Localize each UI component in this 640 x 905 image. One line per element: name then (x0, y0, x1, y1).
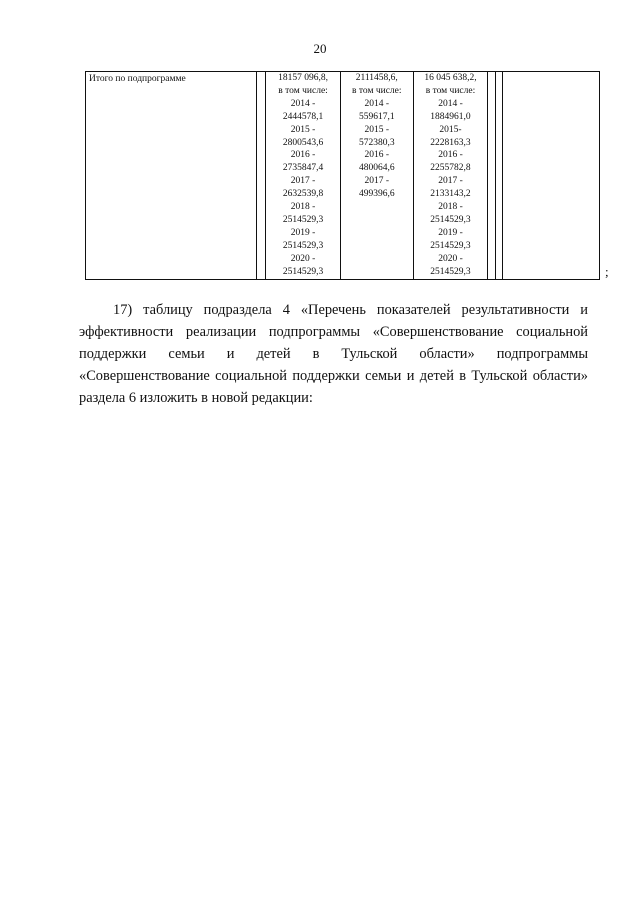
cell-line: 2015- (439, 124, 462, 135)
cell-line: 2111458,6, (355, 73, 398, 83)
cell-line: 2015 - (364, 124, 390, 135)
cell-line: 2632539,8 (282, 189, 324, 200)
amendment-paragraph (79, 299, 588, 409)
regional-column (413, 72, 488, 280)
cell-line: 2017 - (364, 176, 390, 187)
cell-line: в том числе: (278, 85, 328, 96)
cell-line: в том числе: (352, 85, 402, 96)
cell-line: 2015 - (290, 124, 316, 135)
cell-line: 2017 - (438, 176, 463, 187)
cell-line: 2444578,1 (282, 111, 324, 122)
cell-line: 572380,3 (358, 137, 395, 148)
cell-line: 16 045 638,2, (424, 73, 477, 83)
cell-line: 2018 - (290, 202, 316, 213)
cell-line: 2514529,3 (430, 214, 471, 225)
cell-line: 1884961,0 (430, 111, 471, 122)
empty-cell (495, 72, 502, 280)
empty-cell (256, 72, 265, 280)
total-column (266, 72, 341, 280)
cell-line: 559617,1 (358, 111, 395, 122)
cell-line: 2014 - (290, 98, 316, 109)
cell-line: 2016 - (290, 150, 316, 161)
cell-line: 2735847,4 (282, 163, 324, 174)
empty-cell (502, 72, 599, 280)
cell-line: 18157 096,8, (278, 73, 328, 83)
cell-line: 480064,6 (358, 163, 395, 174)
cell-line: 2014 - (438, 98, 463, 109)
table-row (86, 72, 600, 280)
cell-line: 2018 - (438, 202, 463, 213)
cell-line: 2228163,3 (430, 137, 471, 148)
cell-line: 2017 - (290, 176, 316, 187)
cell-line: 2020 - (290, 253, 316, 264)
financing-table (85, 71, 600, 280)
cell-line: 2016 - (438, 150, 463, 161)
federal-column (340, 72, 413, 280)
cell-line: 2514529,3 (282, 214, 324, 225)
empty-cell (488, 72, 495, 280)
cell-line: 2133143,2 (430, 189, 471, 200)
cell-line: 2514529,3 (430, 240, 471, 251)
trailing-semicolon: ; (605, 264, 609, 279)
cell-line: 2514529,3 (282, 266, 324, 277)
paragraph-text: 17) таблицу подраздела 4 «Перечень показателей результативности и эффективности реализации подпрограммы «Совершенствование социальной поддержки семьи и детей в Тульской области» подпрограммы «Совершенствование социальной поддержки семьи и детей в Тульской области» раздела 6 изложить в новой редакции: (79, 302, 588, 406)
row-label: Итого по подпрограмме (86, 72, 257, 280)
cell-line: 2800543,6 (282, 137, 324, 148)
cell-line: в том числе: (425, 85, 476, 96)
cell-line: 2255782,8 (430, 163, 471, 174)
cell-line: 499396,6 (358, 189, 395, 200)
cell-line: 2014 - (364, 98, 390, 109)
cell-line: 2514529,3 (430, 266, 471, 277)
cell-line: 2019 - (438, 227, 463, 238)
cell-line: 2514529,3 (282, 240, 324, 251)
cell-line: 2020 - (438, 253, 463, 264)
cell-line: 2016 - (364, 150, 390, 161)
cell-line: 2019 - (290, 227, 316, 238)
page-number: 20 (313, 41, 327, 56)
